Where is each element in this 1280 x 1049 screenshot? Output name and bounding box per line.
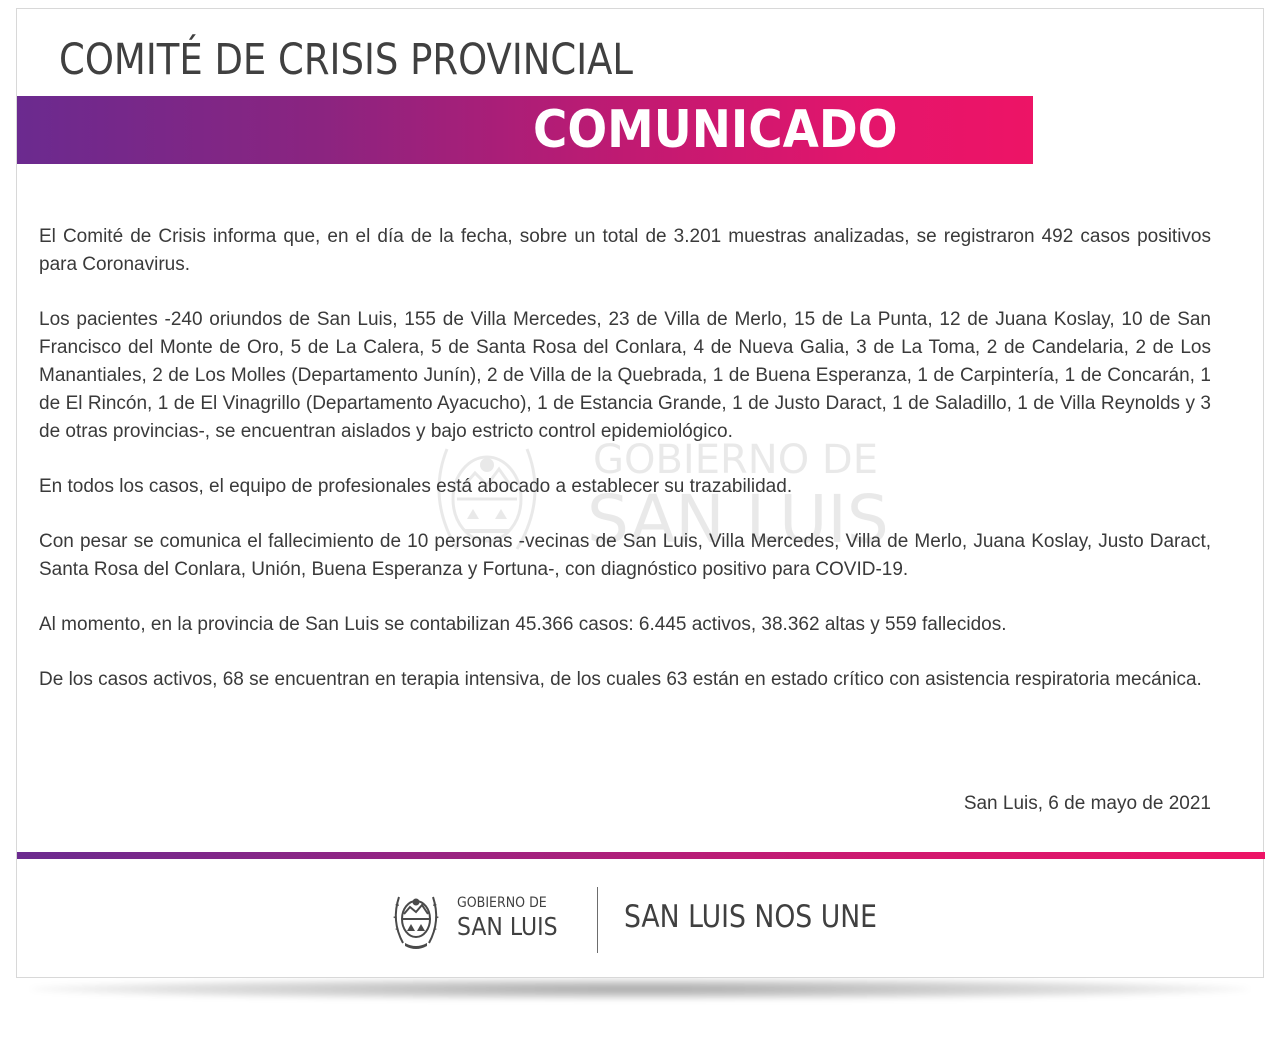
footer-brand-line-2: SAN LUIS (457, 912, 558, 941)
paragraph-samples: El Comité de Crisis informa que, en el día de la fecha, sobre un total de 3.201 muestras analizadas, se registraron 492 casos positivos para Coronavirus. (39, 226, 1211, 275)
watermark-line-2: SAN LUIS (587, 481, 889, 558)
footer-brand-line-1: GOBIERNO DE (457, 895, 547, 911)
paragraph-deaths: Con pesar se comunica el fallecimiento de 10 personas -vecinas de San Luis, Villa Mercedes, Villa de Merlo, Juana Koslay, Justo Daract, Santa Rosa del Conlara, Unión, Buena Esperanza y Fortuna-, con diagnóstico positivo para COVID-19. (39, 531, 1211, 580)
footer-vertical-divider (597, 887, 598, 953)
page-title: COMITÉ DE CRISIS PROVINCIAL (59, 35, 634, 85)
paragraph-totals: Al momento, en la provincia de San Luis se contabilizan 45.366 casos: 6.445 activos, 38.362 altas y 559 fallecidos. (39, 614, 1007, 635)
communique-body (39, 223, 1211, 721)
watermark-line-1: GOBIERNO DE (593, 437, 878, 483)
date-signature: San Luis, 6 de mayo de 2021 (963, 793, 1211, 814)
footer-divider-bar (17, 852, 1265, 859)
coat-of-arms-icon (389, 887, 443, 951)
paragraph-intensive-care: De los casos activos, 68 se encuentran en terapia intensiva, de los cuales 63 están en estado crítico con asistencia respiratoria mecánica. (39, 669, 1202, 690)
banner (17, 96, 1033, 164)
paragraph-patients: Los pacientes -240 oriundos de San Luis, 155 de Villa Mercedes, 23 de Villa de Merlo, 15 de La Punta, 12 de Juana Koslay, 10 de San Francisco del Monte de Oro, 5 de La Calera, 5 de Santa Rosa del Conlara, 4 de Nueva Galia, 3 de La Toma, 2 de Candelaria, 2 de Los Manantiales, 2 de Los Molles (Departamento Junín), 2 de Villa de la Quebrada, 1 de Buena Esperanza, 1 de Carpintería, 1 de Concarán, 1 de El Rincón, 1 de El Vinagrillo (Departamento Ayacucho), 1 de Estancia Grande, 1 de Justo Daract, 1 de Saladillo, 1 de Villa Reynolds y 3 de otras provincias-, se encuentran aislados y bajo estricto control epidemiológico. (39, 309, 1211, 442)
communique-page (16, 8, 1264, 978)
footer-slogan: SAN LUIS NOS UNE (624, 899, 878, 935)
banner-label: COMUNICADO (533, 100, 898, 160)
paragraph-traceability: En todos los casos, el equipo de profesionales está abocado a establecer su trazabilidad. (39, 476, 793, 497)
page-shadow (30, 978, 1250, 1000)
